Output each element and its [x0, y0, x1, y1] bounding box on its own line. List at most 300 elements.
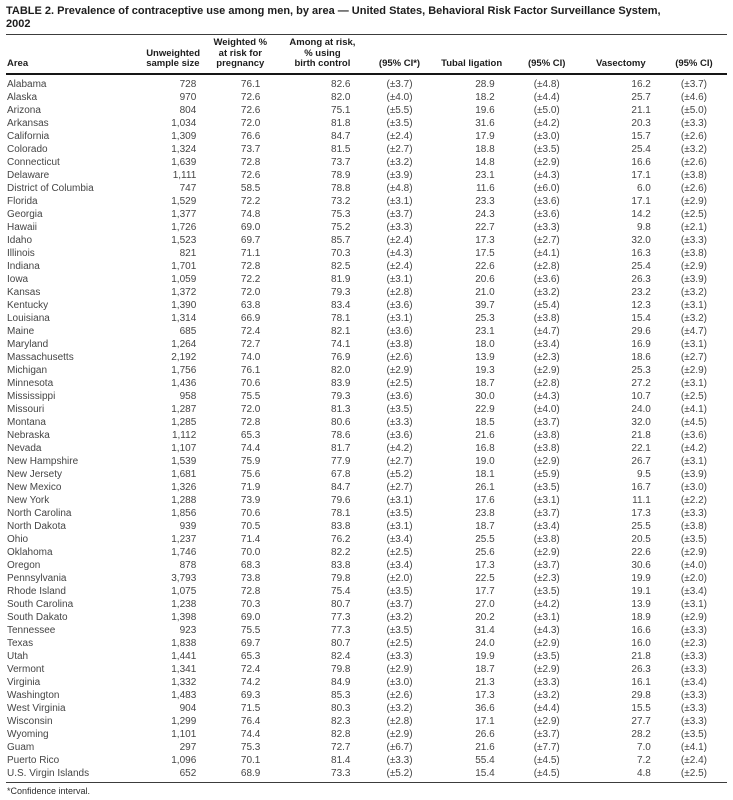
cell-tubal-ligation: 18.7 [475, 377, 495, 389]
cell-sample-size: 747 [179, 182, 197, 194]
cell-birth-control: 79.8 [331, 572, 351, 584]
cell-tubal-ligation: 19.6 [475, 104, 495, 116]
table-row [6, 169, 727, 182]
cell-ci-tubal-ligation: (±4.5) [533, 767, 560, 779]
cell-ci-tubal-ligation: (±4.4) [533, 702, 560, 714]
cell-ci-tubal-ligation: (±3.0) [533, 130, 560, 142]
cell-ci-vasectomy: (±2.9) [680, 195, 707, 207]
cell-ci-tubal-ligation: (±2.9) [533, 546, 560, 558]
cell-birth-control: 83.4 [331, 299, 351, 311]
cell-ci-vasectomy: (±3.2) [680, 286, 707, 298]
cell-ci-birth-control: (±3.2) [386, 156, 413, 168]
table-row [6, 715, 727, 728]
cell-ci-birth-control: (±3.1) [386, 494, 413, 506]
cell-ci-tubal-ligation: (±3.4) [533, 338, 560, 350]
cell-pregnancy-risk: 73.7 [240, 143, 261, 155]
cell-ci-birth-control: (±5.2) [386, 767, 413, 779]
cell-pregnancy-risk: 70.0 [240, 546, 261, 558]
cell-birth-control: 82.3 [331, 715, 351, 727]
cell-ci-birth-control: (±3.2) [386, 611, 413, 623]
cell-ci-birth-control: (±3.3) [386, 416, 413, 428]
cell-tubal-ligation: 19.0 [475, 455, 495, 467]
column-header-ci-tubal-ligation [513, 35, 581, 74]
table-row [6, 546, 727, 559]
cell-pregnancy-risk: 75.5 [240, 624, 261, 636]
cell-tubal-ligation: 18.2 [475, 91, 495, 103]
cell-vasectomy: 32.0 [631, 234, 651, 246]
cell-tubal-ligation: 23.1 [475, 325, 495, 337]
cell-ci-tubal-ligation: (±4.2) [533, 117, 560, 129]
cell-ci-tubal-ligation: (±3.7) [533, 507, 560, 519]
cell-ci-vasectomy: (±5.0) [680, 104, 707, 116]
cell-vasectomy: 17.1 [631, 195, 651, 207]
cell-ci-vasectomy: (±4.1) [680, 403, 707, 415]
cell-tubal-ligation: 23.3 [475, 195, 495, 207]
cell-tubal-ligation: 22.6 [475, 260, 495, 272]
cell-birth-control: 75.3 [331, 208, 351, 220]
cell-area: New Jersety [7, 468, 63, 480]
cell-ci-birth-control: (±3.6) [386, 325, 413, 337]
cell-pregnancy-risk: 72.8 [240, 156, 261, 168]
cell-ci-vasectomy: (±3.3) [680, 702, 707, 714]
cell-ci-tubal-ligation: (±2.8) [533, 377, 560, 389]
cell-ci-birth-control: (±4.3) [386, 247, 413, 259]
cell-ci-birth-control: (±3.6) [386, 429, 413, 441]
table-row [6, 702, 727, 715]
cell-area: Rhode Island [7, 585, 66, 597]
cell-ci-birth-control: (±3.1) [386, 195, 413, 207]
table-row [6, 260, 727, 273]
cell-sample-size: 1,681 [171, 468, 197, 480]
cell-birth-control: 81.4 [331, 754, 351, 766]
cell-ci-vasectomy: (±2.9) [680, 546, 707, 558]
cell-birth-control: 82.8 [331, 728, 351, 740]
cell-ci-birth-control: (±3.0) [386, 676, 413, 688]
cell-area: Colorado [7, 143, 48, 155]
cell-area: U.S. Virgin Islands [7, 767, 90, 779]
cell-pregnancy-risk: 72.0 [240, 403, 261, 415]
cell-ci-vasectomy: (±2.6) [680, 130, 707, 142]
cell-pregnancy-risk: 75.5 [240, 390, 261, 402]
cell-ci-birth-control: (±3.8) [386, 338, 413, 350]
cell-vasectomy: 23.2 [631, 286, 651, 298]
cell-ci-vasectomy: (±3.5) [680, 533, 707, 545]
cell-ci-vasectomy: (±3.1) [680, 299, 707, 311]
cell-ci-tubal-ligation: (±3.3) [533, 221, 560, 233]
cell-ci-tubal-ligation: (±3.2) [533, 689, 560, 701]
cell-vasectomy: 7.2 [636, 754, 651, 766]
cell-tubal-ligation: 22.9 [475, 403, 495, 415]
cell-ci-vasectomy: (±3.3) [680, 663, 707, 675]
cell-sample-size: 1,107 [171, 442, 197, 454]
cell-ci-birth-control: (±3.3) [386, 650, 413, 662]
table-row [6, 325, 727, 338]
table-row [6, 767, 727, 783]
cell-tubal-ligation: 19.3 [475, 364, 495, 376]
table-row [6, 624, 727, 637]
table-row [6, 156, 727, 169]
cell-pregnancy-risk: 70.3 [240, 598, 261, 610]
cell-vasectomy: 22.1 [631, 442, 651, 454]
table-row [6, 377, 727, 390]
cell-sample-size: 1,701 [171, 260, 197, 272]
cell-area: District of Columbia [7, 182, 94, 194]
cell-pregnancy-risk: 65.3 [240, 650, 261, 662]
table-row [6, 689, 727, 702]
cell-sample-size: 904 [179, 702, 197, 714]
cell-ci-birth-control: (±2.9) [386, 364, 413, 376]
cell-birth-control: 80.7 [331, 598, 351, 610]
column-header-pregnancy-risk [204, 35, 276, 74]
table-row [6, 403, 727, 416]
cell-ci-tubal-ligation: (±5.4) [533, 299, 560, 311]
cell-ci-tubal-ligation: (±2.9) [533, 156, 560, 168]
cell-vasectomy: 21.8 [631, 429, 651, 441]
cell-tubal-ligation: 25.6 [475, 546, 495, 558]
cell-vasectomy: 20.5 [631, 533, 651, 545]
cell-area: Maine [7, 325, 35, 337]
cell-birth-control: 80.6 [331, 416, 351, 428]
cell-area: Arkansas [7, 117, 49, 129]
cell-sample-size: 685 [179, 325, 197, 337]
cell-ci-tubal-ligation: (±2.7) [533, 234, 560, 246]
cell-sample-size: 1,436 [171, 377, 197, 389]
cell-ci-birth-control: (±3.3) [386, 221, 413, 233]
cell-tubal-ligation: 27.0 [475, 598, 495, 610]
column-header-vasectomy [581, 35, 661, 74]
cell-birth-control: 82.2 [331, 546, 351, 558]
cell-ci-tubal-ligation: (±5.9) [533, 468, 560, 480]
cell-pregnancy-risk: 72.8 [240, 260, 261, 272]
cell-ci-vasectomy: (±3.6) [680, 429, 707, 441]
cell-ci-vasectomy: (±4.0) [680, 559, 707, 571]
cell-sample-size: 1,314 [171, 312, 197, 324]
cell-sample-size: 3,793 [171, 572, 197, 584]
cell-area: Maryland [7, 338, 49, 350]
cell-pregnancy-risk: 72.4 [240, 663, 261, 675]
cell-tubal-ligation: 16.8 [475, 442, 495, 454]
cell-area: Missouri [7, 403, 45, 415]
cell-birth-control: 82.0 [331, 364, 351, 376]
cell-sample-size: 2,192 [171, 351, 197, 363]
cell-sample-size: 1,111 [172, 169, 197, 181]
cell-vasectomy: 19.1 [631, 585, 651, 597]
cell-vasectomy: 25.7 [631, 91, 651, 103]
cell-birth-control: 84.7 [331, 481, 351, 493]
cell-area: Texas [7, 637, 34, 649]
cell-tubal-ligation: 26.1 [475, 481, 495, 493]
cell-area: Mississippi [7, 390, 56, 402]
table-row [6, 104, 727, 117]
cell-birth-control: 78.1 [331, 312, 351, 324]
cell-tubal-ligation: 13.9 [475, 351, 495, 363]
cell-ci-birth-control: (±2.9) [386, 728, 413, 740]
cell-area: Nebraska [7, 429, 50, 441]
cell-area: Connecticut [7, 156, 60, 168]
table-row [6, 299, 727, 312]
table-row [6, 91, 727, 104]
cell-ci-birth-control: (±3.4) [386, 533, 413, 545]
cell-ci-birth-control: (±3.2) [386, 702, 413, 714]
cell-pregnancy-risk: 72.0 [240, 117, 261, 129]
table-row [6, 208, 727, 221]
cell-sample-size: 1,238 [171, 598, 197, 610]
cell-area: Wisconsin [7, 715, 53, 727]
cell-sample-size: 1,096 [171, 754, 197, 766]
cell-ci-vasectomy: (±3.1) [680, 598, 707, 610]
cell-pregnancy-risk: 72.8 [240, 416, 261, 428]
cell-birth-control: 81.3 [331, 403, 351, 415]
cell-birth-control: 80.7 [331, 637, 351, 649]
cell-ci-birth-control: (±6.7) [386, 741, 413, 753]
cell-ci-tubal-ligation: (±2.3) [533, 572, 560, 584]
cell-ci-vasectomy: (±3.9) [680, 468, 707, 480]
cell-sample-size: 1,299 [171, 715, 197, 727]
cell-ci-tubal-ligation: (±3.8) [533, 533, 560, 545]
table-row [6, 637, 727, 650]
cell-ci-tubal-ligation: (±3.8) [533, 429, 560, 441]
cell-birth-control: 79.8 [331, 663, 351, 675]
column-header-line: Tubal ligation [441, 58, 503, 69]
cell-birth-control: 77.3 [331, 611, 351, 623]
cell-pregnancy-risk: 76.1 [240, 78, 261, 90]
cell-area: Illinois [7, 247, 35, 259]
cell-ci-birth-control: (±3.1) [386, 273, 413, 285]
cell-ci-birth-control: (±3.9) [386, 169, 413, 181]
cell-area: North Carolina [7, 507, 72, 519]
cell-birth-control: 73.2 [331, 195, 351, 207]
cell-ci-vasectomy: (±3.7) [680, 78, 707, 90]
cell-tubal-ligation: 24.0 [475, 637, 495, 649]
cell-ci-tubal-ligation: (±2.8) [533, 260, 560, 272]
cell-area: West Virginia [7, 702, 66, 714]
cell-pregnancy-risk: 72.8 [240, 585, 261, 597]
cell-vasectomy: 19.9 [631, 572, 651, 584]
cell-tubal-ligation: 21.6 [475, 429, 495, 441]
cell-sample-size: 1,746 [171, 546, 197, 558]
cell-birth-control: 81.9 [331, 273, 351, 285]
cell-area: Kentucky [7, 299, 49, 311]
cell-area: Arizona [7, 104, 41, 116]
cell-vasectomy: 4.8 [636, 767, 651, 779]
cell-tubal-ligation: 21.3 [475, 676, 495, 688]
cell-ci-tubal-ligation: (±4.1) [533, 247, 560, 259]
cell-ci-tubal-ligation: (±2.9) [533, 715, 560, 727]
cell-birth-control: 70.3 [331, 247, 351, 259]
cell-pregnancy-risk: 73.9 [240, 494, 261, 506]
column-header-ci-birth-control [368, 35, 430, 74]
table-row [6, 468, 727, 481]
cell-area: Puerto Rico [7, 754, 60, 766]
cell-vasectomy: 13.9 [631, 598, 651, 610]
table-row [6, 533, 727, 546]
cell-tubal-ligation: 18.1 [475, 468, 495, 480]
cell-pregnancy-risk: 69.7 [240, 234, 261, 246]
cell-ci-birth-control: (±4.2) [386, 442, 413, 454]
cell-ci-tubal-ligation: (±2.9) [533, 663, 560, 675]
cell-area: Nevada [7, 442, 42, 454]
cell-sample-size: 1,332 [171, 676, 197, 688]
cell-sample-size: 821 [179, 247, 197, 259]
table-header [6, 35, 727, 74]
cell-area: New Mexico [7, 481, 62, 493]
cell-sample-size: 1,287 [171, 403, 197, 415]
cell-vasectomy: 26.3 [631, 663, 651, 675]
cell-vasectomy: 16.6 [631, 156, 651, 168]
cell-birth-control: 75.1 [331, 104, 351, 116]
cell-ci-birth-control: (±3.5) [386, 117, 413, 129]
cell-area: Alaska [7, 91, 38, 103]
cell-sample-size: 1,726 [171, 221, 197, 233]
cell-ci-tubal-ligation: (±4.7) [533, 325, 560, 337]
cell-sample-size: 1,341 [171, 663, 197, 675]
cell-tubal-ligation: 18.7 [475, 663, 495, 675]
cell-vasectomy: 25.4 [631, 143, 651, 155]
cell-ci-birth-control: (±3.5) [386, 403, 413, 415]
cell-sample-size: 1,639 [171, 156, 197, 168]
cell-ci-vasectomy: (±2.6) [680, 156, 707, 168]
cell-ci-birth-control: (±5.5) [386, 104, 413, 116]
cell-ci-tubal-ligation: (±2.9) [533, 455, 560, 467]
cell-vasectomy: 6.0 [636, 182, 651, 194]
cell-tubal-ligation: 25.5 [475, 533, 495, 545]
cell-area: Delaware [7, 169, 50, 181]
cell-vasectomy: 16.2 [631, 78, 651, 90]
cell-birth-control: 83.8 [331, 559, 351, 571]
cell-ci-vasectomy: (±2.5) [680, 767, 707, 779]
cell-area: California [7, 130, 50, 142]
cell-vasectomy: 32.0 [631, 416, 651, 428]
cell-area: Oklahoma [7, 546, 53, 558]
cell-birth-control: 80.3 [331, 702, 351, 714]
cell-ci-birth-control: (±2.6) [386, 351, 413, 363]
cell-pregnancy-risk: 69.7 [240, 637, 261, 649]
table-row [6, 559, 727, 572]
cell-ci-vasectomy: (±2.2) [680, 494, 707, 506]
cell-pregnancy-risk: 71.4 [240, 533, 261, 545]
table-row [6, 741, 727, 754]
cell-ci-vasectomy: (±3.9) [680, 273, 707, 285]
cell-sample-size: 1,285 [171, 416, 197, 428]
cell-ci-tubal-ligation: (±3.6) [533, 195, 560, 207]
cell-tubal-ligation: 26.6 [475, 728, 495, 740]
cell-ci-tubal-ligation: (±3.5) [533, 481, 560, 493]
cell-tubal-ligation: 17.3 [475, 559, 495, 571]
table-row [6, 312, 727, 325]
cell-vasectomy: 17.1 [631, 169, 651, 181]
cell-tubal-ligation: 17.1 [475, 715, 495, 727]
cell-tubal-ligation: 31.4 [475, 624, 495, 636]
cell-area: Oregon [7, 559, 41, 571]
cell-sample-size: 878 [179, 559, 197, 571]
cell-birth-control: 82.1 [331, 325, 351, 337]
cell-birth-control: 82.0 [331, 91, 351, 103]
cell-birth-control: 77.9 [331, 455, 351, 467]
cell-ci-vasectomy: (±2.3) [680, 637, 707, 649]
cell-ci-birth-control: (±2.4) [386, 260, 413, 272]
cell-birth-control: 77.3 [331, 624, 351, 636]
cell-tubal-ligation: 23.8 [475, 507, 495, 519]
cell-sample-size: 1,856 [171, 507, 197, 519]
cell-ci-tubal-ligation: (±4.2) [533, 598, 560, 610]
cell-vasectomy: 16.7 [631, 481, 651, 493]
cell-birth-control: 79.6 [331, 494, 351, 506]
cell-area: Washington [7, 689, 60, 701]
cell-tubal-ligation: 17.5 [475, 247, 495, 259]
cell-ci-tubal-ligation: (±3.8) [533, 442, 560, 454]
cell-birth-control: 78.6 [331, 429, 351, 441]
cell-ci-tubal-ligation: (±2.9) [533, 364, 560, 376]
table-row [6, 754, 727, 767]
cell-vasectomy: 18.9 [631, 611, 651, 623]
cell-ci-tubal-ligation: (±3.7) [533, 416, 560, 428]
cell-pregnancy-risk: 72.6 [240, 91, 261, 103]
cell-birth-control: 76.9 [331, 351, 351, 363]
table-row [6, 416, 727, 429]
table-row [6, 195, 727, 208]
table-row [6, 650, 727, 663]
column-header-line: (95% CI) [675, 58, 713, 69]
cell-birth-control: 75.4 [331, 585, 351, 597]
cell-ci-tubal-ligation: (±4.3) [533, 169, 560, 181]
cell-tubal-ligation: 25.3 [475, 312, 495, 324]
cell-ci-birth-control: (±3.1) [386, 312, 413, 324]
cell-vasectomy: 25.3 [631, 364, 651, 376]
cell-ci-vasectomy: (±3.0) [680, 481, 707, 493]
cell-vasectomy: 11.1 [632, 494, 651, 506]
cell-pregnancy-risk: 71.1 [240, 247, 261, 259]
column-header-line: % using [304, 47, 341, 59]
cell-sample-size: 1,529 [171, 195, 197, 207]
cell-birth-control: 85.7 [331, 234, 351, 246]
header-row [6, 35, 727, 74]
cell-ci-birth-control: (±2.6) [386, 689, 413, 701]
cell-sample-size: 1,441 [171, 650, 197, 662]
cell-sample-size: 1,398 [171, 611, 197, 623]
cell-birth-control: 78.9 [331, 169, 351, 181]
cell-ci-vasectomy: (±4.5) [680, 416, 707, 428]
cell-ci-vasectomy: (±4.2) [680, 442, 707, 454]
cell-tubal-ligation: 18.7 [475, 520, 495, 532]
cell-area: New York [7, 494, 50, 506]
table-row [6, 572, 727, 585]
column-header-line: (95% CI) [527, 58, 566, 69]
cell-pregnancy-risk: 69.0 [240, 221, 261, 233]
cell-vasectomy: 30.6 [631, 559, 651, 571]
table-row [6, 364, 727, 377]
cell-tubal-ligation: 23.1 [475, 169, 495, 181]
cell-sample-size: 1,264 [171, 338, 197, 350]
cell-area: Vermont [7, 663, 45, 675]
cell-vasectomy: 16.9 [631, 338, 651, 350]
cell-area: Indiana [7, 260, 40, 272]
cell-sample-size: 1,059 [171, 273, 197, 285]
table-row [6, 351, 727, 364]
cell-ci-vasectomy: (±3.3) [680, 689, 707, 701]
cell-ci-vasectomy: (±3.2) [680, 143, 707, 155]
cell-ci-tubal-ligation: (±3.1) [533, 494, 560, 506]
cell-ci-vasectomy: (±3.3) [680, 650, 707, 662]
cell-sample-size: 923 [179, 624, 197, 636]
cell-ci-vasectomy: (±3.8) [680, 169, 707, 181]
cell-sample-size: 728 [179, 78, 197, 90]
cell-ci-birth-control: (±3.7) [386, 208, 413, 220]
cell-ci-tubal-ligation: (±2.3) [533, 351, 560, 363]
cell-ci-birth-control: (±2.4) [386, 234, 413, 246]
table-row [6, 455, 727, 468]
cell-tubal-ligation: 19.9 [475, 650, 495, 662]
cell-ci-tubal-ligation: (±6.0) [533, 182, 560, 194]
